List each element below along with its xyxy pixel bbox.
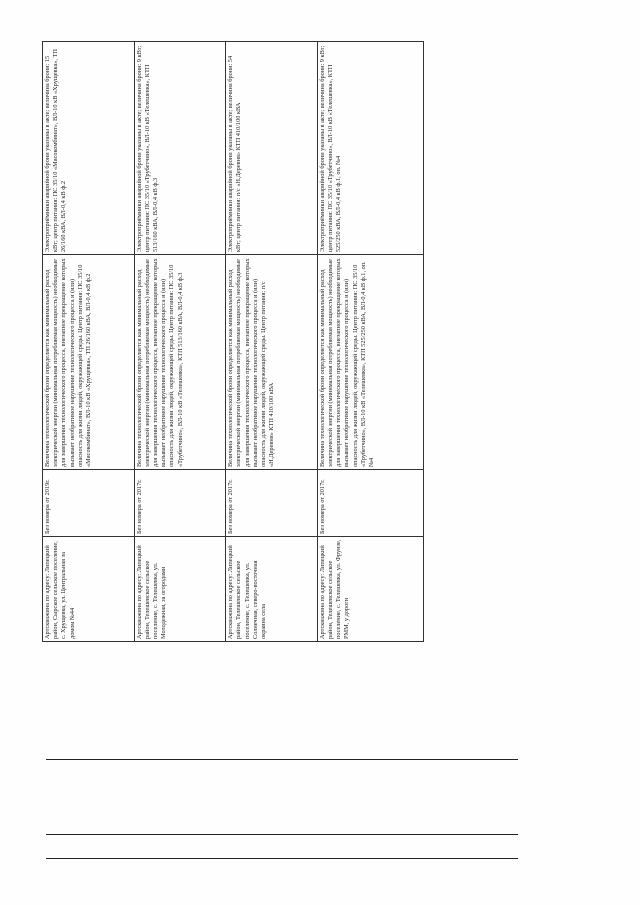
object-cell: Артскважина по адресу: Липецкий район, Телешевское сельское поселение, с. Телешевка, ул. Молодежная, за огородами [134, 537, 226, 642]
tech-armor-cell: Величина технологической брони определяется как минимальный расход электрической энергии (минимальная потребляемая мощность) необходимые для завершения технологического процесса, внезапное прекращение которых вызывает необратимое нарушение технологического процесса и (или) опасность для жизни людей, окружающей среды. Центр питания: п/с «Н.Деревня» КТП 410/100 кВА [226, 255, 318, 470]
number-cell: Без номера от 2017г. [317, 470, 423, 537]
number-cell: Без номера от 2017г. [226, 470, 318, 537]
divider-line [46, 858, 518, 859]
table-row [317, 42, 423, 642]
tech-armor-cell: Величина технологической брони определяется как минимальный расход электрической энергии (минимальная потребляемая мощность) необходимые для завершения технологического процесса, внезапное прекращение которых вызывает необратимое нарушение технологического процесса и (или) опасность для жизни людей, окружающей среды. Центр питания: ПС 35/10 «Трубетчино», ВЛ-10 кВ «Телешевка», КТП 513/160 кВА, ВЛ-0,4 кВ ф.3 [134, 255, 226, 470]
object-cell: Артскважина по адресу: Липецкий район, Телешевское сельское поселение, с. Телешевка, ул. Солнечная, северо-восточная окраина села [226, 537, 318, 642]
table-row [134, 42, 226, 642]
emergency-armor-cell: Электроприёмники аварийной брони указаны в акте; величина брони: 15 кВт; центр питания: ПС 35/10 «Мясокомбинат», ВЛ-10 кВ «Хрущевка», ТП 26/160 кВА, ВЛ-0,4 кВ ф.2 [43, 42, 135, 255]
table-row [226, 42, 318, 642]
object-cell: Артскважина по адресу: Липецкий район, Сырское сельское поселение, с. Хрущевка, ул. Центральная за домом №44 [43, 537, 135, 642]
armor-table [42, 41, 424, 642]
number-cell: Без номера от 2017г. [134, 470, 226, 537]
object-cell: Артскважина по адресу: Липецкий район, Телешевское сельское поселение, с. Телешевка, ул. Фрунзе, РММ, у дороги [317, 537, 423, 642]
rotated-table-container [42, 42, 424, 642]
divider-line [46, 834, 518, 835]
tech-armor-cell: Величина технологической брони определяется как минимальный расход электрической энергии (минимальная потребляемая мощность) необходимые для завершения технологического процесса, внезапное прекращение которых вызывает необратимое нарушение технологического процесса и (или) опасность для жизни людей, окружающей среды. Центр питания: ПС 35/10 «Трубетчино», ВЛ-10 кВ «Телешевка», КТП 525/250 кВА, ВЛ-0,4 кВ ф.1, оп. №4 [317, 255, 423, 470]
emergency-armor-cell: Электроприёмники аварийной брони указаны в акте; величина брони: 9 кВт; центр питания: ПС 35/10 «Трубетчино», ВЛ-10 кВ «Телешевка», КТП 513/160 кВА, ВЛ-0,4 кВ ф.3 [134, 42, 226, 255]
emergency-armor-cell: Электроприёмники аварийной брони указаны в акте; величина брони: 54 кВт; центр питания: п/с «Н.Деревня» КТП 410/100 кВА [226, 42, 318, 255]
divider-line [46, 759, 518, 760]
number-cell: Без номера от 2019г. [43, 470, 135, 537]
tech-armor-cell: Величина технологической брони определяется как минимальный расход электрической энергии (минимальная потребляемая мощность) необходимые для завершения технологического процесса, внезапное прекращение которых вызывает необратимое нарушение технологического процесса и (или) опасность для жизни людей, окружающей среды. Центр питания: ПС 35/10 «Мясокомбинат», ВЛ-10 кВ «Хрущевка», ТП 26/160 кВА, ВЛ-0,4 кВ ф.2 [43, 255, 135, 470]
table-row [43, 42, 135, 642]
emergency-armor-cell: Электроприёмники аварийной брони указаны в акте; величина брони: 9 кВт; центр питания: ПС 35/10 «Трубетчино», ВЛ-10 кВ «Телешевка», КТП 525/250 кВА, ВЛ-0,4 кВ ф.1, оп. №4 [317, 42, 423, 255]
